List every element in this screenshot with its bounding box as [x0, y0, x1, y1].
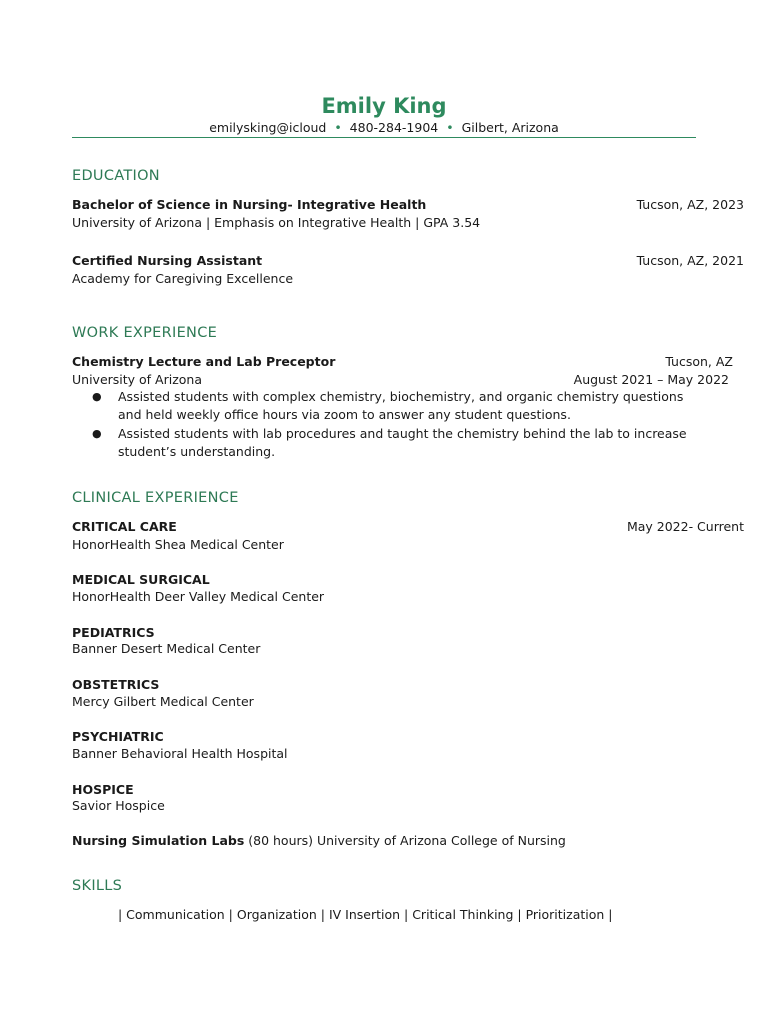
separator-dot: • — [334, 120, 342, 135]
clinical-site: Mercy Gilbert Medical Center — [72, 694, 254, 709]
education-item — [72, 197, 744, 215]
contact-line — [72, 120, 696, 136]
list-item — [90, 425, 710, 461]
work-location: Tucson, AZ — [665, 354, 733, 369]
clinical-item — [72, 519, 744, 537]
clinical-heading: CLINICAL EXPERIENCE — [72, 490, 239, 506]
separator-dot: • — [446, 120, 454, 135]
bullet-text-line: Assisted students with lab procedures and taught the chemistry behind the lab to increase — [118, 426, 687, 441]
degree-location-date: Tucson, AZ, 2021 — [636, 253, 744, 268]
clinical-unit: PEDIATRICS — [72, 625, 155, 640]
skills-list: | Communication | Organization | IV Insertion | Critical Thinking | Prioritization | — [118, 907, 613, 922]
bullet-icon: ● — [92, 390, 102, 403]
education-heading: EDUCATION — [72, 168, 160, 184]
email-text: emilysking@icloud — [209, 120, 327, 135]
clinical-site: HonorHealth Shea Medical Center — [72, 537, 284, 552]
header-divider — [72, 137, 696, 138]
work-bullets — [90, 388, 710, 462]
clinical-unit: HOSPICE — [72, 782, 134, 797]
degree-detail: Academy for Caregiving Excellence — [72, 271, 294, 286]
clinical-unit: MEDICAL SURGICAL — [72, 572, 210, 587]
clinical-site: Banner Desert Medical Center — [72, 641, 261, 656]
degree-detail: University of Arizona | Emphasis on Integrative Health | GPA 3.54 — [72, 215, 481, 230]
work-heading: WORK EXPERIENCE — [72, 325, 218, 341]
work-role-row — [72, 354, 733, 372]
clinical-unit: CRITICAL CARE — [72, 519, 177, 534]
degree-title: Certified Nursing Assistant — [72, 253, 263, 268]
clinical-unit: OBSTETRICS — [72, 677, 160, 692]
clinical-site: Savior Hospice — [72, 798, 165, 813]
simulation-labs-line — [72, 833, 566, 848]
education-item — [72, 253, 744, 271]
clinical-date: May 2022- Current — [626, 519, 744, 534]
location-text: Gilbert, Arizona — [461, 120, 559, 135]
bullet-text-line: Assisted students with complex chemistry, biochemistry, and organic chemistry questions — [118, 389, 684, 404]
degree-title: Bachelor of Science in Nursing- Integrative Health — [72, 197, 427, 212]
phone-text: 480-284-1904 — [349, 120, 439, 135]
simulation-labs-detail: (80 hours) University of Arizona College of Nursing — [244, 833, 566, 848]
clinical-site: Banner Behavioral Health Hospital — [72, 746, 288, 761]
list-item — [90, 388, 710, 424]
skills-heading: SKILLS — [72, 878, 123, 894]
clinical-unit: PSYCHIATRIC — [72, 729, 164, 744]
work-dates: August 2021 – May 2022 — [573, 372, 729, 387]
resume-header — [72, 92, 696, 136]
degree-location-date: Tucson, AZ, 2023 — [636, 197, 744, 212]
simulation-labs-label: Nursing Simulation Labs — [72, 833, 245, 848]
bullet-icon: ● — [92, 427, 102, 440]
bullet-text-line: and held weekly office hours via zoom to answer any student questions. — [118, 407, 571, 422]
bullet-text-line: student’s understanding. — [118, 444, 276, 459]
clinical-site: HonorHealth Deer Valley Medical Center — [72, 589, 325, 604]
candidate-name: Emily King — [321, 94, 447, 118]
work-org: University of Arizona — [72, 372, 203, 387]
work-role: Chemistry Lecture and Lab Preceptor — [72, 354, 336, 369]
